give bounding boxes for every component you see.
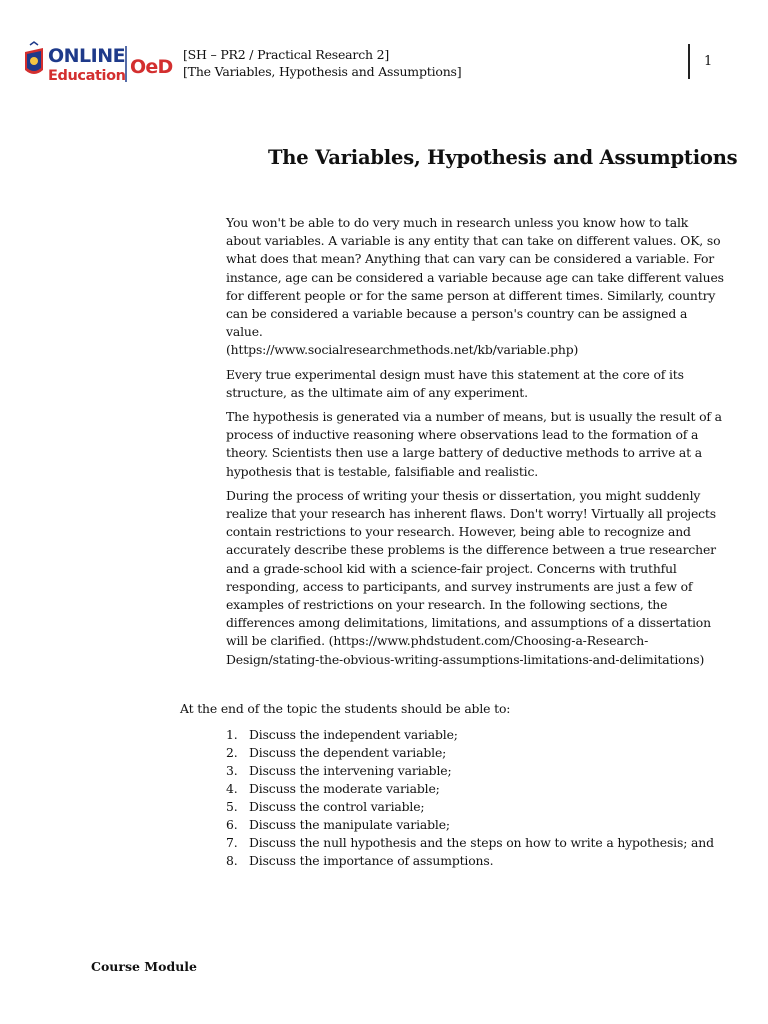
list-item: 4. Discuss the moderate variable; (226, 781, 440, 796)
source-link-variables[interactable]: (https://www.socialresearchmethods.net/kb/variable.php) (226, 342, 579, 358)
list-item: 3. Discuss the intervening variable; (226, 763, 452, 778)
header-divider (688, 44, 690, 79)
objectives-list (226, 726, 716, 870)
list-item: 5. Discuss the control variable; (226, 799, 425, 814)
paragraph-restrictions: During the process of writing your thesis or dissertation, you might suddenly realize that your research has inherent flaws. Don't worry! Virtually all projects contain restrictions to your research. However, being able to recognize and accurately describe these problems is the difference between a true researcher and a grade-school kid with a science-fair project. Concerns with truthful responding, access to participants, and survey instruments are just a few of examples of restrictions on your research. In the following sections, the differences among delimitations, limitations, and assumptions of a dissertation will be clarified. (https://www.phdstudent.com/Choosing-a-Research-Design/stating-the-obvious-writing-assumptions-limitations-and-delimitations) (226, 487, 716, 667)
list-item: 2. Discuss the dependent variable; (226, 745, 447, 760)
list-item: 1. Discuss the independent variable; (226, 727, 458, 742)
list-item: 7. Discuss the null hypothesis and the steps on how to write a hypothesis; and (226, 835, 714, 850)
logo-word-education: Education (48, 68, 126, 84)
paragraph-experimental-design: Every true experimental design must have this statement at the core of its structure, as the ultimate aim of any experiment. (226, 366, 684, 400)
running-header (183, 46, 461, 80)
list-item: 8. Discuss the importance of assumptions. (226, 853, 494, 868)
school-crest-icon (25, 42, 43, 74)
objectives-lead: At the end of the topic the students should be able to: (180, 701, 511, 716)
body-text (226, 214, 726, 675)
topic-line: [The Variables, Hypothesis and Assumptions] (183, 64, 462, 79)
logo-mark-oed: OeD (130, 56, 173, 78)
list-item: 6. Discuss the manipulate variable; (226, 817, 450, 832)
logo-word-online: ONLINE (48, 45, 126, 67)
source-link-restrictions[interactable]: (https://www.phdstudent.com/Choosing-a-Research-Design/stating-the-obvious-writing-assumptions-limitations-and-delimitations) (226, 633, 705, 667)
course-line: [SH – PR2 / Practical Research 2] (183, 47, 390, 62)
page-title: The Variables, Hypothesis and Assumptions (268, 146, 738, 169)
paragraph-variables: You won't be able to do very much in research unless you know how to talk about variables. A variable is any entity that can take on different values. OK, so what does that mean? Anything that can vary can be considered a variable. For instance, age can be considered a variable because age can take different values for different people or for the same person at different times. Similarly, country can be considered a variable because a person's country can be assigned a value. (https://www.socialresearchmethods.net/kb/variable.php) (226, 215, 724, 358)
online-education-logo (22, 40, 177, 90)
paragraph-hypothesis: The hypothesis is generated via a number of means, but is usually the result of a process of inductive reasoning where observations lead to the formation of a theory. Scientists then use a large battery of deductive methods to arrive at a hypothesis that is testable, falsifiable and realistic. (226, 409, 722, 479)
page-number: 1 (704, 54, 713, 69)
footer-label: Course Module (91, 959, 198, 974)
